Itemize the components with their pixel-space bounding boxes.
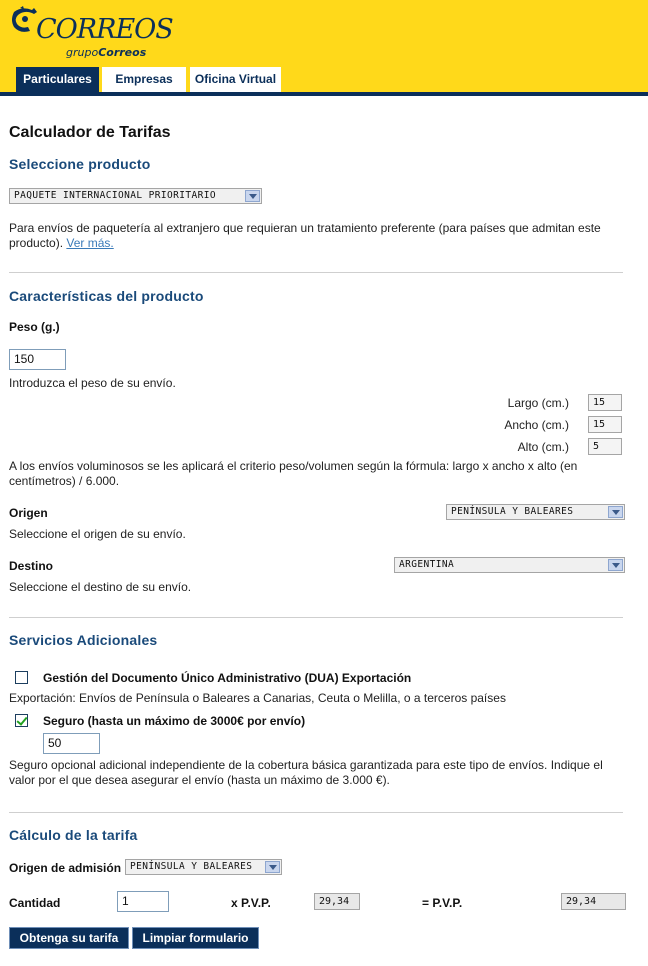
insurance-checkbox[interactable] xyxy=(15,714,28,727)
correos-logo[interactable] xyxy=(10,4,173,60)
dua-label: Gestión del Documento Único Administrativo (DUA) Exportación xyxy=(43,671,412,685)
get-rate-button[interactable]: Obtenga su tarifa xyxy=(9,927,129,949)
product-select-value: PAQUETE INTERNACIONAL PRIORITARIO xyxy=(14,190,216,201)
weight-label: Peso (g.) xyxy=(9,320,60,334)
destination-select[interactable] xyxy=(394,557,625,573)
length-input[interactable]: 15 xyxy=(588,394,622,411)
section-title-services: Servicios Adicionales xyxy=(9,632,158,648)
tab-particulares[interactable]: Particulares xyxy=(16,67,99,92)
width-input[interactable]: 15 xyxy=(588,416,622,433)
weight-input[interactable]: 150 xyxy=(9,349,66,370)
tab-empresas[interactable]: Empresas xyxy=(102,67,186,92)
weight-hint: Introduzca el peso de su envío. xyxy=(9,376,176,390)
product-description: Para envíos de paquetería al extranjero que requieran un tratamiento preferente (para países que admitan este producto). Ver más. xyxy=(9,221,601,250)
origin-select-value: PENÍNSULA Y BALEARES xyxy=(451,506,574,517)
admission-select-value: PENÍNSULA Y BALEARES xyxy=(130,861,253,872)
section-title-calc: Cálculo de la tarifa xyxy=(9,827,138,843)
divider xyxy=(9,272,623,273)
header-divider xyxy=(0,92,648,96)
height-label: Alto (cm.) xyxy=(517,440,569,454)
chevron-down-icon xyxy=(608,506,623,518)
insurance-input[interactable]: 50 xyxy=(43,733,100,754)
width-label: Ancho (cm.) xyxy=(504,418,569,432)
destination-hint: Seleccione el destino de su envío. xyxy=(9,580,192,594)
insurance-hint: Seguro opcional adicional independiente de la cobertura básica garantizada para este tipo de envíos. Indique el valor por el que desea asegurar el envío (hasta un máximo de 3.000 €). xyxy=(9,758,603,787)
dua-checkbox[interactable] xyxy=(15,671,28,684)
origin-select[interactable] xyxy=(446,504,625,520)
total-price-value: 29,34 xyxy=(561,893,626,910)
chevron-down-icon xyxy=(608,559,623,571)
clear-form-button[interactable]: Limpiar formulario xyxy=(132,927,259,949)
chevron-down-icon xyxy=(265,861,280,873)
site-header xyxy=(0,0,648,96)
total-price-label: = P.V.P. xyxy=(422,896,463,910)
unit-price-label: x P.V.P. xyxy=(231,896,271,910)
quantity-label: Cantidad xyxy=(9,896,61,910)
origin-label: Origen xyxy=(9,506,48,520)
length-label: Largo (cm.) xyxy=(507,396,569,410)
tab-oficina-virtual[interactable]: Oficina Virtual xyxy=(190,67,281,92)
brand-name: CORREOS xyxy=(36,14,173,45)
volume-note: A los envíos voluminosos se les aplicará el criterio peso/volumen según la fórmula: largo x ancho x alto (en centímetros) / 6.000. xyxy=(9,459,578,488)
dua-hint: Exportación: Envíos de Península o Baleares a Canarias, Ceuta o Melilla, o a terceros países xyxy=(9,691,506,705)
brand-sub: grupoCorreos xyxy=(66,46,147,59)
chevron-down-icon xyxy=(245,190,260,202)
destination-label: Destino xyxy=(9,559,54,573)
height-input[interactable]: 5 xyxy=(588,438,622,455)
insurance-label: Seguro (hasta un máximo de 3000€ por envío) xyxy=(43,714,306,728)
origin-hint: Seleccione el origen de su envío. xyxy=(9,527,186,541)
divider xyxy=(9,812,623,813)
section-title-characteristics: Características del producto xyxy=(9,288,204,304)
destination-select-value: ARGENTINA xyxy=(399,559,455,570)
divider xyxy=(9,617,623,618)
admission-select[interactable] xyxy=(125,859,282,875)
ver-mas-link[interactable]: Ver más. xyxy=(66,236,114,250)
page-title: Calculador de Tarifas xyxy=(9,124,171,141)
admission-label: Origen de admisión xyxy=(9,861,122,875)
section-title-product: Seleccione producto xyxy=(9,156,151,172)
product-select[interactable] xyxy=(9,188,262,204)
unit-price-value: 29,34 xyxy=(314,893,360,910)
quantity-input[interactable]: 1 xyxy=(117,891,169,912)
